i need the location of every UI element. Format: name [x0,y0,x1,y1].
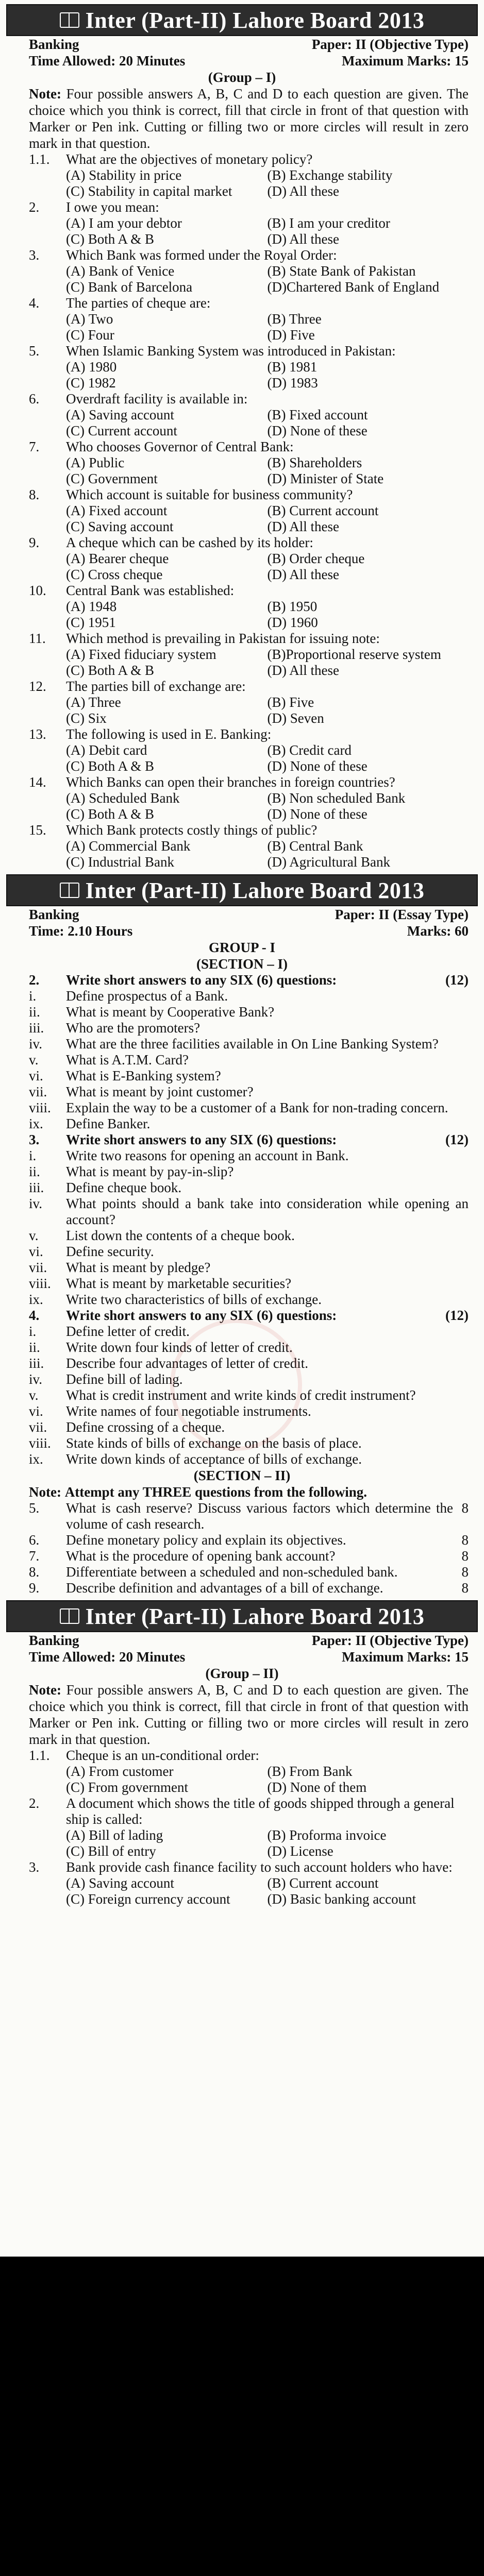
option-b: (B) State Bank of Pakistan [267,263,416,279]
option-a: (A) Commercial Bank [66,838,191,854]
option-c: (C) Saving account [66,519,174,534]
answer-options [0,263,484,295]
short-question-item [0,1148,484,1164]
item-number: i. [29,988,37,1004]
mcq-question [0,1748,484,1764]
option-a: (A) Three [66,694,121,710]
item-text: Explain the way to be a customer of a Bank for non-trading concern. [66,1100,448,1115]
mcq-question [0,774,484,790]
item-number: iv. [29,1036,42,1052]
question-text: Define monetary policy and explain its objectives. [66,1532,346,1548]
section-heading: (SECTION – I) [196,956,288,972]
item-number: i. [29,1324,37,1339]
option-a: (A) 1980 [66,359,117,375]
option-c: (C) Both A & B [66,663,155,678]
item-text: Define security. [66,1244,154,1259]
question-text: Describe definition and advantages of a bill of exchange. [66,1580,383,1596]
option-c: (C) 1951 [66,615,116,630]
question-text: Central Bank was established: [66,583,235,598]
paper-banner [6,4,478,36]
question-number: 6. [29,1532,40,1548]
option-c: (C) Government [66,471,158,486]
item-text: Define crossing of a cheque. [66,1419,225,1435]
question-text: Write short answers to any SIX (6) questions: [66,972,337,988]
paper-time-marks [0,53,484,69]
banner-title: Inter (Part-II) Lahore Board 2013 [85,7,425,33]
short-question-item [0,1036,484,1052]
question-number: 1.1. [29,1748,50,1763]
answer-options [0,407,484,439]
question-number: 4. [29,295,40,311]
item-text: Who are the promoters? [66,1020,201,1036]
book-icon [60,883,79,898]
short-question-heading [0,972,484,988]
option-d: (D) All these [267,567,339,582]
item-number: v. [29,1387,39,1403]
option-b: (B) 1981 [267,359,318,375]
option-c: (C) Both A & B [66,758,155,774]
question-text: The following is used in E. Banking: [66,726,272,742]
item-number: iv. [29,1371,42,1387]
mcq-question [0,726,484,742]
answer-options [0,503,484,535]
question-number: 2. [29,972,40,988]
watermark-seal [170,1319,302,1451]
option-a: (A) 1948 [66,599,117,614]
long-questions [0,1500,484,1596]
option-a: (A) Bill of lading [66,1827,163,1843]
item-number: ix. [29,1451,43,1467]
answer-options [0,167,484,199]
question-marks: 8 [461,1548,469,1564]
option-d: (D) All these [267,231,339,247]
question-number: 2. [29,199,40,215]
paper-meta [0,906,484,923]
item-text: State kinds of bills of exchange on the basis of place. [66,1435,362,1451]
paper-time-marks [0,1649,484,1665]
question-number: 10. [29,583,46,598]
option-c: (C) Six [66,710,107,726]
paper-type: Paper: II (Essay Type) [335,907,469,922]
question-text: Which Bank protects costly things of public? [66,822,318,838]
option-b: (B) Fixed account [267,407,368,422]
option-d: (D) 1983 [267,375,318,391]
mcq-question [0,679,484,694]
answer-options [0,790,484,822]
item-number: i. [29,1148,37,1163]
item-text: What is meant by Cooperative Bank? [66,1004,275,1020]
question-text: Differentiate between a scheduled and non-scheduled bank. [66,1564,398,1580]
short-question-item [0,1292,484,1308]
question-number: 2. [29,1795,40,1811]
question-number: 7. [29,439,40,454]
long-question [0,1500,484,1532]
mcq-question [0,1795,484,1827]
answer-options [0,838,484,870]
paper-meta [0,1632,484,1649]
question-text: Write short answers to any SIX (6) questions: [66,1308,337,1323]
item-text: What is meant by pay-in-slip? [66,1164,234,1179]
option-a: (A) Fixed fiduciary system [66,647,216,662]
short-question-item [0,1004,484,1020]
option-d: (D) Five [267,327,315,343]
long-question [0,1532,484,1548]
question-text: Overdraft facility is available in: [66,391,248,406]
item-number: ii. [29,1004,40,1020]
option-c: (C) Stability in capital market [66,183,232,199]
option-a: (A) Two [66,311,113,327]
option-b: (B) Five [267,694,314,710]
question-text: A document which shows the title of goods shipped through a general ship is called: [66,1795,455,1827]
question-number: 4. [29,1308,40,1323]
short-question-item [0,1100,484,1116]
question-text: Which method is prevailing in Pakistan for issuing note: [66,631,380,646]
item-number: ii. [29,1164,40,1179]
long-question [0,1564,484,1580]
question-number: 8. [29,487,40,502]
item-text: What are the three facilities available in On Line Banking System? [66,1036,439,1052]
option-c: (C) Bill of entry [66,1843,156,1859]
option-a: (A) I am your debtor [66,215,182,231]
answer-options [0,599,484,631]
paper-time-marks [0,923,484,939]
item-text: Describe four advantages of letter of credit. [66,1355,309,1371]
option-b: (B) Central Bank [267,838,363,854]
answer-options [0,742,484,774]
item-number: ix. [29,1292,43,1307]
paper-type: Paper: II (Objective Type) [311,1633,469,1648]
mcq-question [0,583,484,599]
mcq-question [0,247,484,263]
option-b: (B) Proforma invoice [267,1827,387,1843]
question-number: 5. [29,343,40,359]
paper-type: Paper: II (Objective Type) [311,37,469,52]
item-text: Write two reasons for opening an account in Bank. [66,1148,349,1163]
option-c: (C) Current account [66,423,177,438]
short-question-item [0,1196,484,1228]
question-marks: 8 [461,1500,469,1516]
subject-label: Banking [29,37,79,52]
mcq-question [0,439,484,455]
item-text: What is meant by marketable securities? [66,1276,292,1291]
question-number: 3. [29,1132,40,1147]
item-number: vii. [29,1084,47,1099]
option-a: (A) Public [66,455,125,470]
question-text: What are the objectives of monetary policy? [66,151,313,167]
question-text: What is the procedure of opening bank account? [66,1548,336,1564]
long-question [0,1548,484,1564]
answer-options [0,455,484,487]
option-b: (B) Credit card [267,742,352,758]
option-d: (D) None of these [267,758,368,774]
question-text: Which Bank was formed under the Royal Order: [66,247,337,263]
note-label: Note: [29,1484,61,1500]
item-number: vii. [29,1260,47,1275]
option-b: (B) 1950 [267,599,318,614]
mcq-list [0,151,484,870]
item-text: What is E-Banking system? [66,1068,221,1083]
paper-meta [0,36,484,53]
option-c: (C) Bank of Barcelona [66,279,193,295]
max-marks: Maximum Marks: 15 [342,1649,469,1665]
option-d: (D) Basic banking account [267,1891,416,1907]
question-number: 15. [29,822,46,838]
option-d: (D) None of these [267,423,368,438]
option-d: (D) None of them [267,1780,367,1795]
mcq-question [0,199,484,215]
question-number: 3. [29,1859,40,1875]
short-question-item [0,1260,484,1276]
item-number: ii. [29,1340,40,1355]
option-b: (B) Three [267,311,322,327]
max-marks: Marks: 60 [407,923,469,939]
instruction-note [0,1484,484,1500]
option-a: (A) Fixed account [66,503,168,518]
question-text: The parties bill of exchange are: [66,679,246,694]
question-number: 12. [29,679,46,694]
mcq-question [0,631,484,647]
mcq-question [0,1859,484,1875]
short-question-item [0,1052,484,1068]
subject-label: Banking [29,907,79,922]
short-question-item [0,988,484,1004]
item-number: v. [29,1228,39,1243]
short-question-item [0,1451,484,1467]
item-text: Write names of four negotiable instruments. [66,1403,311,1419]
option-a: (A) Saving account [66,1875,174,1891]
note-text: Four possible answers A, B, C and D to each question are given. The choice which you think is correct, fill that circle in front of that question with Marker or Pen ink. Cutting or filling two or more circles will result in zero mark in that question. [29,86,469,151]
option-a: (A) Saving account [66,407,174,422]
note-text: Four possible answers A, B, C and D to each question are given. The choice which you think is correct, fill that circle in front of that question with Marker or Pen ink. Cutting or filling two or more circles will result in zero mark in that question. [29,1682,469,1747]
option-c: (C) Both A & B [66,806,155,822]
question-text: Cheque is an un-conditional order: [66,1748,259,1763]
option-c: (C) Industrial Bank [66,854,174,870]
short-question-item [0,1276,484,1292]
question-marks: (12) [445,1308,469,1323]
item-number: iii. [29,1355,44,1371]
question-number: 9. [29,535,40,550]
question-number: 1.1. [29,151,50,167]
answer-options [0,359,484,391]
section-heading: (SECTION – II) [193,1468,291,1483]
option-a: (A) Scheduled Bank [66,790,180,806]
option-a: (A) Bearer cheque [66,551,169,566]
item-text: Write two characteristics of bills of exchange. [66,1292,322,1307]
note-text: Attempt any THREE questions from the following. [64,1484,368,1500]
option-d: (D) All these [267,663,339,678]
option-c: (C) 1982 [66,375,116,391]
short-question-item [0,1180,484,1196]
question-text: What is cash reserve? Discuss various factors which determine the volume of cash research. [66,1500,453,1532]
option-d: (D) Minister of State [267,471,384,486]
answer-options [0,215,484,247]
answer-options [0,311,484,343]
item-text: Write down four kinds of letter of credit. [66,1340,293,1355]
mcq-question [0,535,484,551]
instruction-note [0,1682,484,1748]
short-question-heading [0,1132,484,1148]
mcq-question [0,391,484,407]
question-number: 5. [29,1500,40,1516]
time-allowed: Time Allowed: 20 Minutes [29,53,186,69]
question-number: 7. [29,1548,40,1564]
option-c: (C) Four [66,327,114,343]
answer-options [0,694,484,726]
option-d: (D) None of these [267,806,368,822]
book-icon [60,1608,79,1624]
option-a: (A) From customer [66,1764,174,1779]
short-question-item [0,1084,484,1100]
option-a: (A) Debit card [66,742,147,758]
option-d: (D) Agricultural Bank [267,854,390,870]
question-marks: (12) [445,972,469,988]
item-text: Define prospectus of a Bank. [66,988,228,1004]
paper-banner [6,874,478,906]
question-text: Who chooses Governor of Central Bank: [66,439,294,454]
item-text: What points should a bank take into consideration while opening an account? [66,1196,469,1227]
option-d: (D) Seven [267,710,324,726]
item-text: Write down kinds of acceptance of bills of exchange. [66,1451,362,1467]
paper-banner [6,1600,478,1632]
option-c: (C) Foreign currency account [66,1891,230,1907]
mcq-question [0,343,484,359]
option-c: (C) From government [66,1780,188,1795]
item-text: Define letter of credit. [66,1324,190,1339]
subject-label: Banking [29,1633,79,1648]
short-question-item [0,1020,484,1036]
option-a: (A) Stability in price [66,167,182,183]
question-number: 9. [29,1580,40,1596]
mcq-question [0,822,484,838]
mcq-question [0,295,484,311]
item-number: iv. [29,1196,42,1211]
question-number: 14. [29,774,46,790]
short-question-item [0,1244,484,1260]
question-marks: 8 [461,1580,469,1596]
item-number: viii. [29,1435,51,1451]
item-number: v. [29,1052,39,1067]
question-marks: 8 [461,1532,469,1548]
item-text: What is credit instrument and write kinds of credit instrument? [66,1387,416,1403]
item-number: viii. [29,1100,51,1115]
group-heading: (Group – II) [205,1666,279,1681]
option-a: (A) Bank of Venice [66,263,175,279]
item-number: ix. [29,1116,43,1131]
item-text: What is A.T.M. Card? [66,1052,189,1067]
answer-options [0,1827,484,1859]
time-allowed: Time Allowed: 20 Minutes [29,1649,186,1665]
note-label: Note: [29,86,61,101]
question-number: 13. [29,726,46,742]
question-marks: 8 [461,1564,469,1580]
item-text: List down the contents of a cheque book. [66,1228,295,1243]
question-number: 11. [29,631,46,646]
item-text: Define Banker. [66,1116,151,1131]
item-text: Define bill of lading. [66,1371,183,1387]
item-number: iii. [29,1020,44,1036]
question-text: A cheque which can be cashed by its holder: [66,535,313,550]
time-allowed: Time: 2.10 Hours [29,923,133,939]
question-text: Write short answers to any SIX (6) questions: [66,1132,337,1147]
max-marks: Maximum Marks: 15 [342,53,469,69]
short-question-item [0,1164,484,1180]
option-b: (B) From Bank [267,1764,353,1779]
question-text: I owe you mean: [66,199,159,215]
option-b: (B) Current account [267,1875,379,1891]
option-d: (D) License [267,1843,333,1859]
option-c: (C) Both A & B [66,231,155,247]
question-number: 8. [29,1564,40,1580]
mcq-list [0,1748,484,1907]
option-c: (C) Cross cheque [66,567,163,582]
answer-options [0,551,484,583]
option-b: (B) Exchange stability [267,167,393,183]
option-b: (B) Current account [267,503,379,518]
mcq-question [0,151,484,167]
item-text: Define cheque book. [66,1180,182,1195]
option-b: (B) I am your creditor [267,215,390,231]
mcq-question [0,487,484,503]
long-question [0,1580,484,1596]
option-d: (D) All these [267,519,339,534]
item-text: What is meant by joint customer? [66,1084,254,1099]
answer-options [0,1764,484,1795]
option-d: (D) All these [267,183,339,199]
question-text: When Islamic Banking System was introduced in Pakistan: [66,343,396,359]
short-question-item [0,1116,484,1132]
question-text: Which account is suitable for business community? [66,487,353,502]
banner-title: Inter (Part-II) Lahore Board 2013 [85,877,425,903]
option-b: (B) Shareholders [267,455,362,470]
item-text: What is meant by pledge? [66,1260,211,1275]
question-number: 6. [29,391,40,406]
item-number: viii. [29,1276,51,1291]
option-b: (B)Proportional reserve system [267,647,441,662]
option-b: (B) Non scheduled Bank [267,790,406,806]
option-b: (B) Order cheque [267,551,365,566]
option-d: (D) 1960 [267,615,318,630]
question-text: The parties of cheque are: [66,295,211,311]
short-question-item [0,1068,484,1084]
banner-title: Inter (Part-II) Lahore Board 2013 [85,1603,425,1629]
note-label: Note: [29,1682,61,1698]
short-question-item [0,1228,484,1244]
item-number: iii. [29,1180,44,1195]
instruction-note [0,86,484,151]
item-number: vi. [29,1068,43,1083]
question-text: Which Banks can open their branches in foreign countries? [66,774,395,790]
answer-options [0,647,484,679]
option-d: (D)Chartered Bank of England [267,279,440,295]
question-number: 3. [29,247,40,263]
group-heading: (Group – I) [208,70,276,85]
book-icon [60,12,79,28]
answer-options [0,1875,484,1907]
question-text: Bank provide cash finance facility to such account holders who have: [66,1859,453,1875]
question-marks: (12) [445,1132,469,1147]
item-number: vi. [29,1403,43,1419]
item-number: vi. [29,1244,43,1259]
item-number: vii. [29,1419,47,1435]
group-heading: GROUP - I [208,940,275,955]
